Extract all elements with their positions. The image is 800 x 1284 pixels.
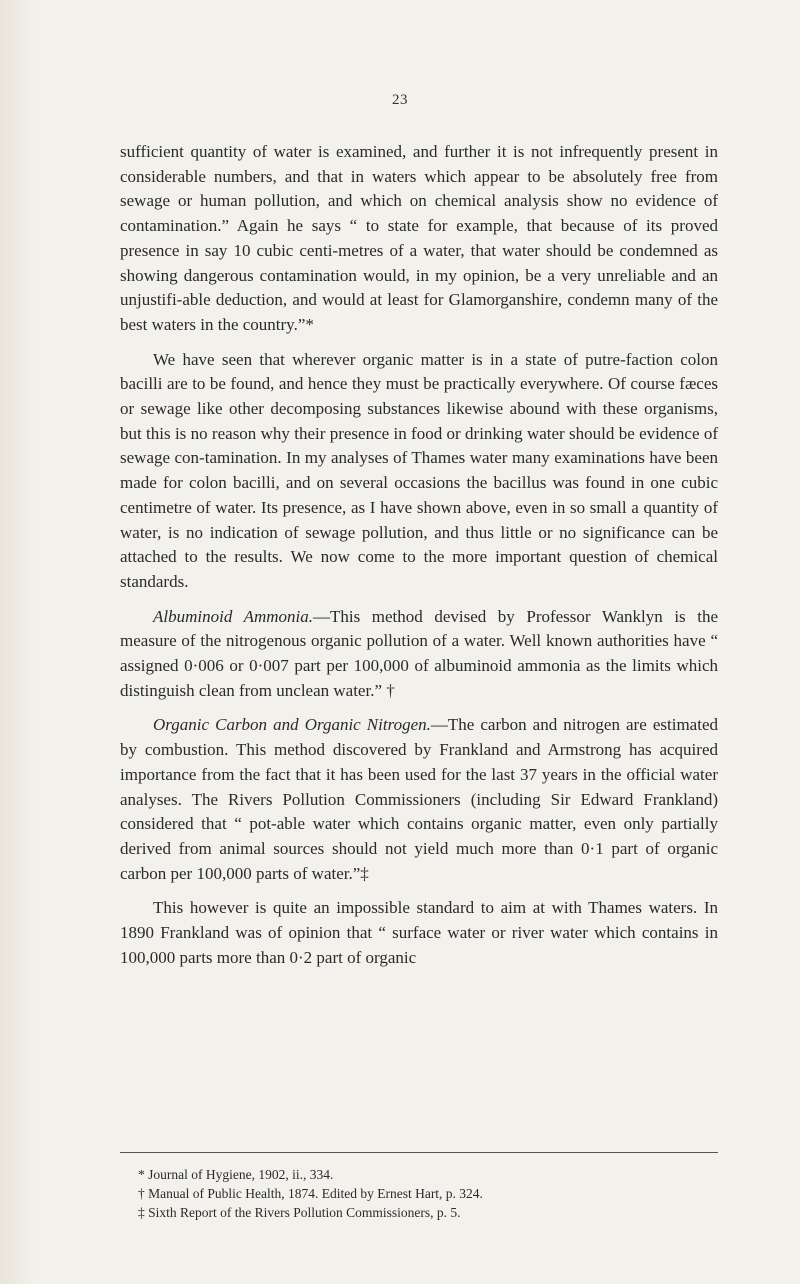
page-number: 23 (392, 92, 408, 108)
paragraph-4 (120, 713, 718, 886)
footnote-2: † Manual of Public Health, 1874. Edited by Ernest Hart, p. 324. (138, 1186, 483, 1201)
organic-carbon-heading: Organic Carbon and Organic Nitrogen. (153, 715, 431, 735)
footnote-3: ‡ Sixth Report of the Rivers Pollution Commissioners, p. 5. (138, 1205, 461, 1220)
albuminoid-ammonia-heading: Albuminoid Ammonia. (153, 606, 313, 626)
body-text (120, 140, 718, 981)
footnote-divider (120, 1152, 718, 1153)
footnotes (120, 1165, 718, 1222)
page-edge-shadow (0, 0, 34, 1284)
paragraph-1: sufficient quantity of water is examined, and further it is not infrequently present in considerable numbers, and that in waters which appear to be absolutely free from sewage or human pollution, and which on chemical analysis show no evidence of contamination.” Again he says “ to state for example, that because of its proved presence in say 10 cubic centi-metres of a water, that water should be condemned as showing dangerous contamination would, in my opinion, be a very unreliable and an unjustifi-able deduction, and would at least for Glamorganshire, condemn many of the best waters in the country.”* (120, 142, 718, 334)
albuminoid-ammonia-text: —This method devised by Professor Wanklyn is the measure of the nitrogenous organic pollution of a water. Well known authorities have “ assigned 0·006 or 0·007 part per 100,000 of albuminoid ammonia as the limits which distinguish clean from unclean water.” † (120, 606, 718, 700)
footnote-1: * Journal of Hygiene, 1902, ii., 334. (138, 1167, 334, 1182)
paragraph-2: We have seen that wherever organic matter is in a state of putre-faction colon bacilli are to be found, and hence they must be practically everywhere. Of course fæces or sewage like other decomposing substances likewise abound with these organisms, but this is no reason why their presence in food or drinking water should be evidence of sewage con-tamination. In my analyses of Thames water many examinations have been made for colon bacilli, and on several occasions the bacillus was found in one cubic centimetre of water. Its presence, as I have shown above, even in so small a quantity of water, is no indication of sewage pollution, and thus little or no significance can be attached to the results. We now come to the more important question of chemical standards. (120, 349, 718, 591)
organic-carbon-text: —The carbon and nitrogen are estimated by combustion. This method discovered by Frankland and Armstrong has acquired importance from the fact that it has been used for the last 37 years in the official water analyses. The Rivers Pollution Commissioners (including Sir Edward Frankland) considered that “ pot-able water which contains organic matter, even only partially derived from animal sources should not yield much more than 0·1 part of organic carbon per 100,000 parts of water.”‡ (120, 715, 718, 883)
paragraph-3 (120, 605, 718, 704)
paragraph-5: This however is quite an impossible standard to aim at with Thames waters. In 1890 Frankland was of opinion that “ surface water or river water which contains in 100,000 parts more than 0·2 part of organic (120, 898, 718, 967)
